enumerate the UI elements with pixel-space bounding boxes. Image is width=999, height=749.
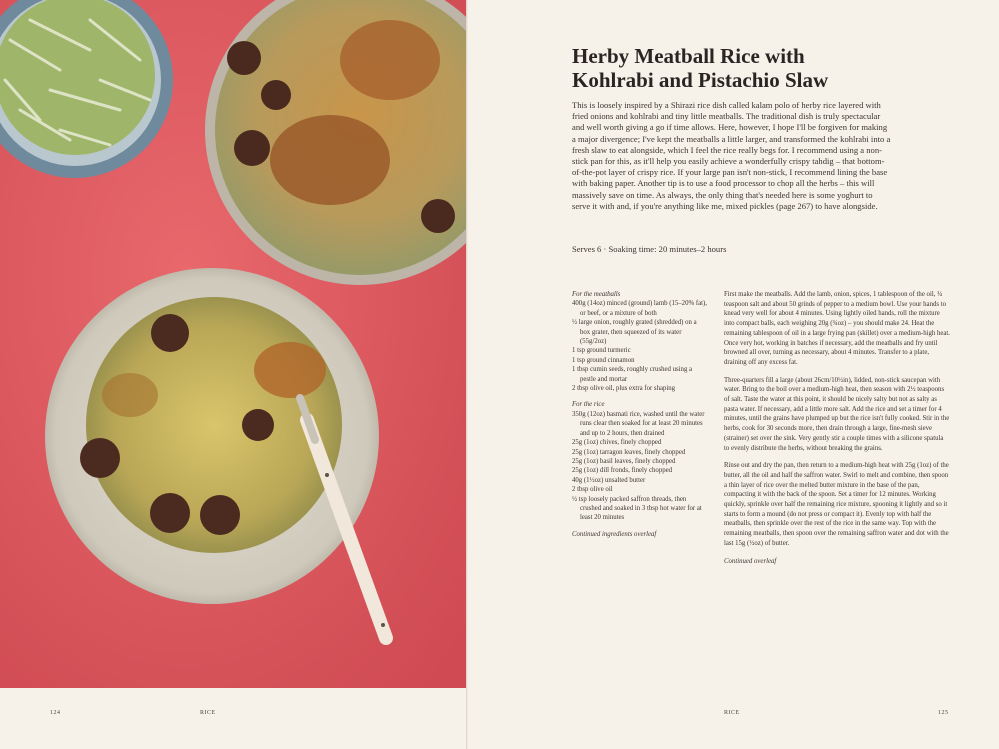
ingredient-item: ½ large onion, roughly grated (shredded) on a box grater, then squeezed of its water (55g/2oz)	[572, 319, 697, 346]
ingredient-item: 2 tbsp olive oil	[572, 486, 613, 494]
ingredient-item: 2 tbsp olive oil, plus extra for shaping	[572, 385, 676, 393]
right-page-number: 125	[938, 710, 949, 716]
serves-line: Serves 6 · Soaking time: 20 minutes–2 hours	[572, 244, 727, 254]
ingredient-item: 400g (14oz) minced (ground) lamb (15–20% fat), or beef, or a mixture of both	[572, 300, 707, 317]
title-line-1: Herby Meatball Rice with	[572, 44, 805, 68]
method-column	[724, 290, 950, 574]
rice-ingredients	[572, 400, 707, 522]
method-step-2: Three-quarters fill a large (about 26cm/10½in), lidded, non-stick saucepan with water. Bring to the boil over a medium-high heat, then season with 2½ teaspoons of salt. Taste the water at this point, it should be nicely salty but not as salty as pasta water. If necessary, add a little more salt. Add the rice and set a timer for 4 minutes, until the grains have plumped up but the rice isn't fully cooked. Stir in the herbs, cook for 30 seconds more, then drain through a large, fine-mesh sieve (strainer) set over the sink. Very gently stir a couple times with a silicone spatula to evenly distribute the herbs, without breaking the grains.	[724, 376, 950, 452]
recipe-title	[572, 44, 932, 92]
ingredient-item: 1 tsp ground cinnamon	[572, 356, 635, 364]
ingredient-item: 40g (1½oz) unsalted butter	[572, 476, 646, 484]
method-continued-note: Continued overleaf	[724, 557, 777, 565]
food-photo-illustration	[0, 0, 466, 688]
ingredient-item: 25g (1oz) basil leaves, finely chopped	[572, 457, 676, 465]
ingredient-item: 25g (1oz) dill fronds, finely chopped	[572, 467, 673, 475]
ingredient-item: 350g (12oz) basmati rice, washed until the water runs clear then soaked for at least 20 minutes and up to 2 hours, then drained	[572, 410, 705, 437]
meatballs-ingredients	[572, 290, 707, 393]
tahdig-crust	[270, 115, 390, 205]
page-gutter	[466, 0, 468, 749]
ingredient-item: ½ tsp loosely packed saffron threads, then crushed and soaked in 3 tbsp hot water for at least 20 minutes	[572, 495, 702, 522]
rice-heading: For the rice	[572, 401, 605, 409]
method-step-3: Rinse out and dry the pan, then return to a medium-high heat with 25g (1oz) of the butter, all the oil and half the saffron water. Swirl to melt and combine, then spoon a thin layer of rice over the melted butter mixture in the base of the pan, compacting it with the back of the spoon. Set a timer for 12 minutes. Working quickly, sprinkle over half the remaining rice mixture, spooning it lightly and so it starts to form a mound (do not press or compact it). Evenly top with half the meatballs, then sprinkle over the rest of the rice in the same way. Top with the remaining meatballs, then spoon over the remaining saffron water and dot with the last 15g (½oz) of butter.	[724, 462, 949, 547]
recipe-intro: This is loosely inspired by a Shirazi rice dish called kalam polo of herby rice layered with fried onions and kohlrabi and tiny little meatballs. The traditional dish is truly spectacular and well worth giving a go if time allows. Here, however, I hope I'll be forgiven for making a major divergence; I've kept the meatballs a little larger, and transformed the kohlrabi into a fresh slaw to eat alongside, which I feel the rice really begs for. I recommend using a non-stick pan for this, as it'll help you easily achieve a wonderfully crispy tahdig – that bottom-of-the-pot layer of crispy rice. If your large pan isn't non-stick, I recommend lining the base with baking paper. Another tip is to use a food processor to chop all the herbs – this will massively save on time. As always, the only thing that's needed here is some yoghurt to serve it with and, if you're anything like me, mixed pickles (page 267) to have alongside.	[572, 100, 891, 211]
ingredient-item: 25g (1oz) chives, finely chopped	[572, 439, 662, 447]
recipe-photo	[0, 0, 466, 688]
ingredients-continued-note: Continued ingredients overleaf	[572, 530, 657, 538]
left-page-number: 124	[50, 710, 61, 716]
ingredient-item: 25g (1oz) tarragon leaves, finely chopped	[572, 448, 686, 456]
ingredients-column	[572, 290, 707, 539]
title-line-2: Kohlrabi and Pistachio Slaw	[572, 68, 829, 92]
meatballs-heading: For the meatballs	[572, 291, 621, 298]
ingredient-item: 1 tsp ground turmeric	[572, 347, 631, 355]
method-step-1: First make the meatballs. Add the lamb, onion, spices, 1 tablespoon of the oil, ¾ teaspoon salt and about 50 grinds of pepper to a medium bowl. Use your hands to knead very well for about 4 minutes. Using lightly oiled hands, roll the mixture into compact balls, each weighing 20g (¾oz) – you should make 24. Heat the remaining tablespoon of oil in a large frying pan (skillet) over a medium-high heat. Once very hot, working in batches if necessary, add the meatballs and fry until browned all over, turning as necessary, about 4 minutes. Transfer to a plate, draining off any excess fat.	[724, 291, 950, 366]
ingredient-item: 1 tbsp cumin seeds, roughly crushed using a pestle and mortar	[572, 366, 693, 383]
left-section-label: RICE	[200, 710, 216, 716]
right-section-label: RICE	[724, 710, 740, 716]
